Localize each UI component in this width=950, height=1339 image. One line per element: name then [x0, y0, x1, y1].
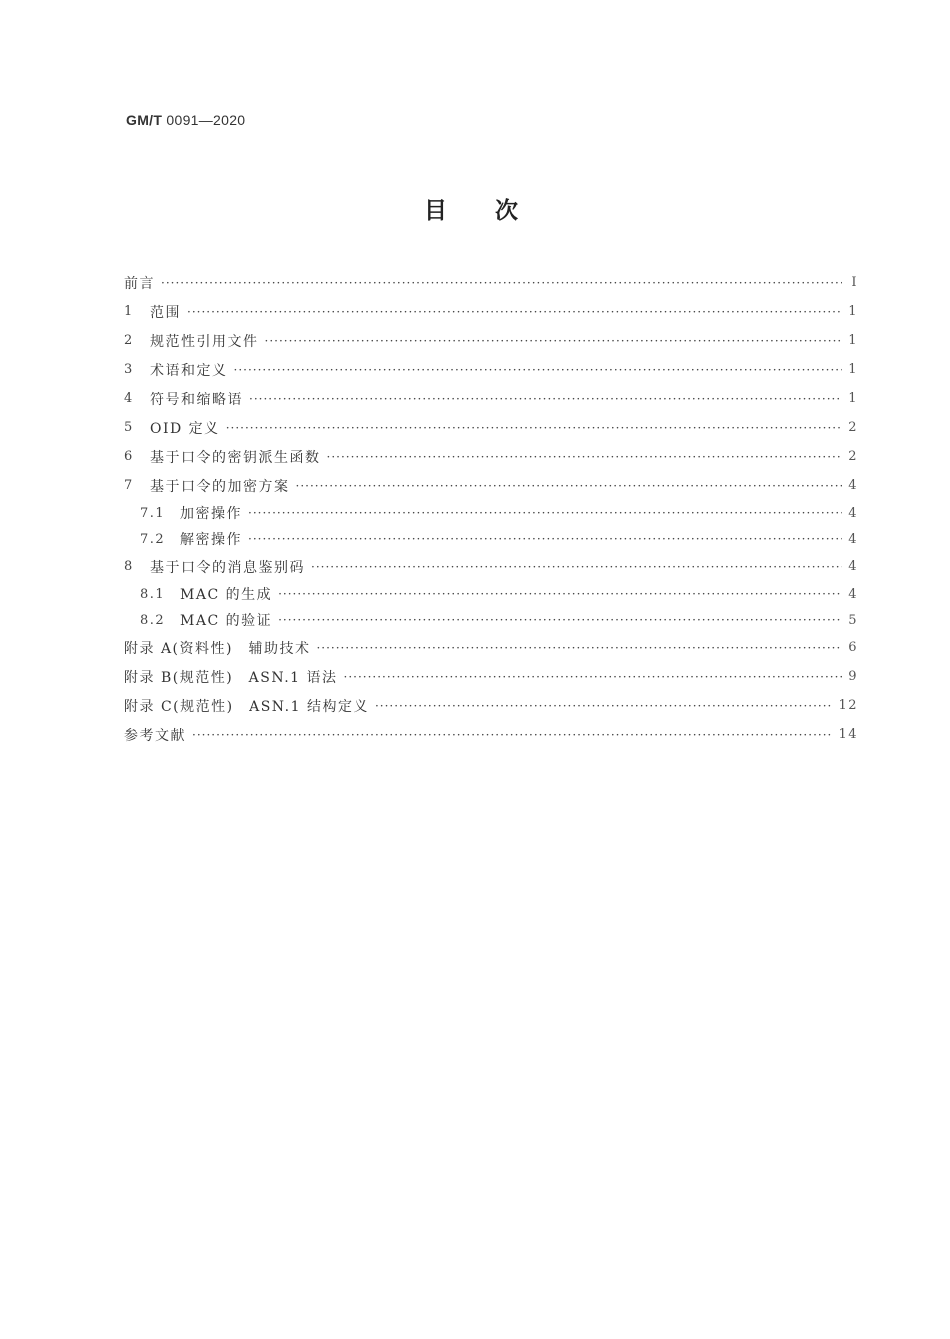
toc-page: 4	[848, 478, 858, 493]
toc-label: 解密操作	[180, 532, 242, 548]
toc-leader	[327, 450, 843, 464]
toc-entry-4[interactable]	[124, 384, 858, 413]
toc-page: 6	[848, 640, 858, 655]
toc-page: 2	[848, 420, 858, 435]
toc-entry-appendix-c[interactable]	[124, 691, 858, 720]
toc-leader	[192, 728, 832, 742]
toc-leader	[226, 421, 842, 435]
toc-page: Ⅰ	[851, 275, 858, 290]
toc-leader	[187, 305, 842, 319]
toc-page: 4	[848, 531, 858, 547]
toc-label: MAC 的生成	[180, 587, 273, 603]
toc-number: 1	[124, 304, 134, 319]
toc-number: 7.2	[140, 531, 166, 547]
toc-entry-5[interactable]	[124, 413, 858, 442]
toc-leader	[375, 699, 833, 713]
toc-page: 5	[848, 612, 858, 628]
toc-number: 8.1	[140, 586, 166, 602]
toc-label: 符号和缩略语	[150, 391, 243, 408]
toc-entry-1[interactable]	[124, 297, 858, 326]
toc-label: 前言	[124, 275, 155, 292]
toc-page: 14	[838, 727, 858, 742]
table-of-contents	[124, 268, 858, 749]
toc-leader	[161, 276, 842, 290]
toc-leader	[344, 670, 842, 684]
toc-number: 8	[124, 559, 134, 574]
toc-number: 7.1	[140, 505, 166, 521]
toc-number: 7	[124, 478, 134, 493]
toc-page: 1	[848, 333, 858, 348]
standard-prefix: GM/T	[126, 112, 163, 128]
toc-page: 9	[848, 669, 858, 684]
toc-leader	[278, 587, 842, 601]
toc-label: 基于口令的消息鉴别码	[150, 559, 305, 576]
toc-leader	[265, 334, 843, 348]
toc-label: 附录 A(资料性) 辅助技术	[124, 640, 311, 657]
toc-entry-references[interactable]	[124, 720, 858, 749]
toc-number: 4	[124, 391, 134, 406]
toc-leader	[248, 532, 842, 546]
toc-leader	[311, 560, 842, 574]
toc-leader	[234, 363, 843, 377]
toc-entry-2[interactable]	[124, 326, 858, 355]
toc-entry-8-2[interactable]	[124, 607, 858, 633]
toc-leader	[316, 641, 842, 655]
toc-page: 1	[848, 362, 858, 377]
toc-page: 1	[848, 391, 858, 406]
toc-number: 3	[124, 362, 134, 377]
toc-number: 6	[124, 449, 134, 464]
toc-label: 附录 C(规范性) ASN.1 结构定义	[124, 698, 369, 715]
toc-leader	[248, 506, 842, 520]
toc-number: 2	[124, 333, 134, 348]
toc-leader	[249, 392, 842, 406]
toc-label: 术语和定义	[150, 362, 228, 379]
toc-entry-7-1[interactable]	[124, 500, 858, 526]
toc-label: 基于口令的密钥派生函数	[150, 449, 321, 466]
toc-entry-8[interactable]	[124, 552, 858, 581]
toc-number: 8.2	[140, 612, 166, 628]
toc-entry-8-1[interactable]	[124, 581, 858, 607]
toc-page: 4	[848, 586, 858, 602]
toc-page: 4	[848, 505, 858, 521]
toc-label: 加密操作	[180, 506, 242, 522]
toc-number: 5	[124, 420, 134, 435]
toc-entry-7[interactable]	[124, 471, 858, 500]
toc-entry-7-2[interactable]	[124, 526, 858, 552]
toc-page: 2	[848, 449, 858, 464]
toc-page: 1	[848, 304, 858, 319]
toc-label: OID 定义	[150, 420, 220, 437]
standard-number: 0091—2020	[166, 112, 246, 128]
toc-label: 规范性引用文件	[150, 333, 259, 350]
toc-label: 基于口令的加密方案	[150, 478, 290, 495]
toc-label: 范围	[150, 304, 181, 321]
toc-leader	[296, 479, 843, 493]
toc-page: 12	[838, 698, 858, 713]
toc-entry-appendix-a[interactable]	[124, 633, 858, 662]
toc-page: 4	[848, 559, 858, 574]
toc-label: MAC 的验证	[180, 613, 273, 629]
toc-entry-6[interactable]	[124, 442, 858, 471]
toc-leader	[278, 613, 842, 627]
toc-label: 附录 B(规范性) ASN.1 语法	[124, 669, 338, 686]
toc-entry-appendix-b[interactable]	[124, 662, 858, 691]
toc-label: 参考文献	[124, 727, 186, 744]
toc-entry-3[interactable]	[124, 355, 858, 384]
toc-entry-foreword[interactable]	[124, 268, 858, 297]
standard-code	[126, 112, 245, 128]
page-title: 目次	[424, 197, 566, 224]
